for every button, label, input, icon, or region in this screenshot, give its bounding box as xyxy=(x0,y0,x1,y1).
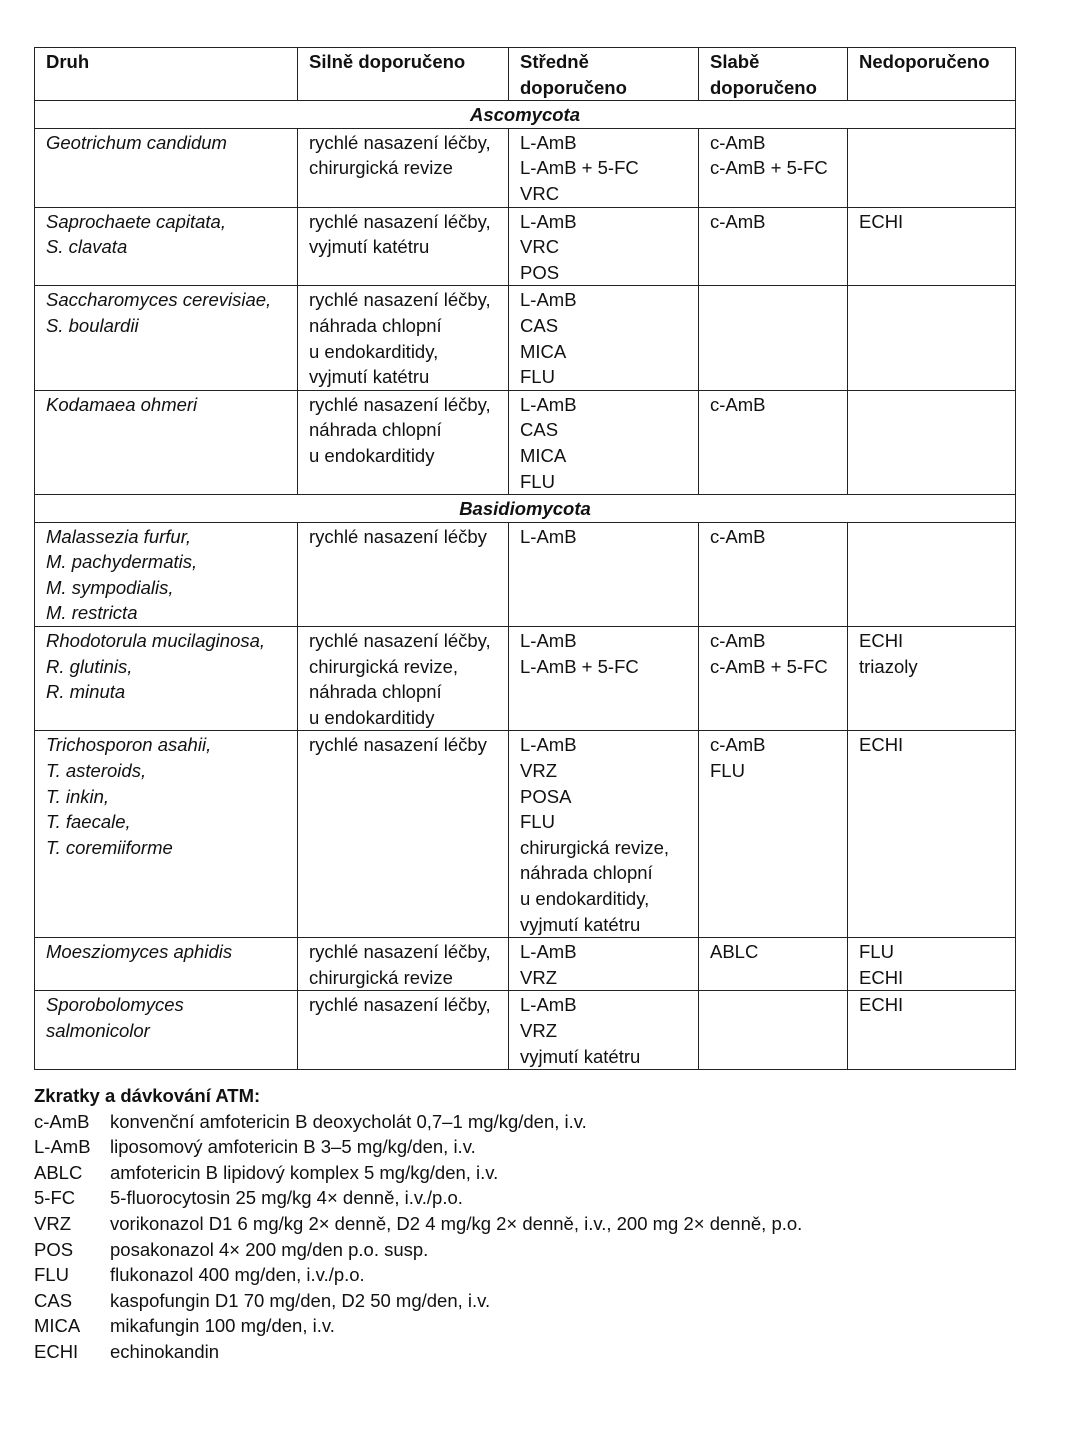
legend-description: amfotericin B lipidový komplex 5 mg/kg/den, i.v. xyxy=(110,1161,499,1183)
moderately-recommended-line: L-AmB + 5-FC xyxy=(520,655,639,677)
column-header-text: Nedoporučeno xyxy=(859,51,990,72)
moderately-recommended-line: chirurgická revize, xyxy=(520,836,670,858)
legend-abbreviation: 5-FC xyxy=(34,1187,76,1209)
species-name-line: T. coremiiforme xyxy=(46,836,173,858)
legend-item xyxy=(34,1288,802,1314)
moderately-recommended-line: VRC xyxy=(520,236,560,258)
species-name-cell xyxy=(35,522,298,626)
weakly-recommended-cell xyxy=(699,731,848,938)
legend-description: echinokandin xyxy=(110,1340,220,1362)
species-name-line: Saccharomyces cerevisiae, xyxy=(46,289,272,311)
legend-abbreviation: c-AmB xyxy=(34,1110,90,1132)
column-header-text: doporučeno xyxy=(710,76,817,98)
species-name-line: S. clavata xyxy=(46,236,128,258)
weakly-recommended-line: ABLC xyxy=(710,941,759,963)
species-name-line: T. faecale, xyxy=(46,811,131,833)
strongly-recommended-line: chirurgická revize xyxy=(309,966,453,988)
strongly-recommended-line: vyjmutí katétru xyxy=(309,236,430,258)
strongly-recommended-line: vyjmutí katétru xyxy=(309,366,430,388)
species-name-line: S. boulardii xyxy=(46,314,139,336)
recommendation-table xyxy=(34,47,1016,1070)
legend-abbreviation: CAS xyxy=(34,1289,73,1311)
group-name: Basidiomycota xyxy=(35,495,1016,523)
species-name-line: Malassezia furfur, xyxy=(46,525,191,547)
not-recommended-line: ECHI xyxy=(859,630,904,652)
not-recommended-cell xyxy=(848,938,1016,991)
column-header xyxy=(848,48,1016,101)
strongly-recommended-cell xyxy=(298,286,509,390)
weakly-recommended-cell xyxy=(699,522,848,626)
strongly-recommended-line: u endokarditidy, xyxy=(309,340,439,362)
species-name-cell xyxy=(35,938,298,991)
strongly-recommended-line: chirurgická revize xyxy=(309,157,453,179)
legend-item xyxy=(34,1313,802,1339)
legend-item xyxy=(34,1134,802,1160)
table-row xyxy=(35,128,1016,207)
species-name-cell xyxy=(35,991,298,1070)
weakly-recommended-line: c-AmB xyxy=(710,630,766,652)
table-header xyxy=(35,48,1016,101)
species-name-line: M. restricta xyxy=(46,602,138,624)
species-name-line: R. minuta xyxy=(46,681,126,703)
moderately-recommended-line: L-AmB xyxy=(520,210,577,232)
moderately-recommended-line: L-AmB xyxy=(520,289,577,311)
legend-item xyxy=(34,1211,802,1237)
legend-item xyxy=(34,1109,802,1135)
weakly-recommended-line: FLU xyxy=(710,760,745,782)
strongly-recommended-cell xyxy=(298,128,509,207)
moderately-recommended-line: L-AmB xyxy=(520,630,577,652)
not-recommended-cell xyxy=(848,390,1016,494)
moderately-recommended-line: vyjmutí katétru xyxy=(520,913,641,935)
group-row xyxy=(35,495,1016,523)
species-name-line: T. asteroids, xyxy=(46,760,147,782)
strongly-recommended-line: rychlé nasazení léčby xyxy=(309,525,487,547)
strongly-recommended-cell xyxy=(298,207,509,286)
strongly-recommended-cell xyxy=(298,522,509,626)
strongly-recommended-line: rychlé nasazení léčby, xyxy=(309,941,491,963)
moderately-recommended-cell xyxy=(509,938,699,991)
moderately-recommended-line: POSA xyxy=(520,785,572,807)
species-name-line: Sporobolomyces xyxy=(46,994,184,1016)
moderately-recommended-line: L-AmB xyxy=(520,941,577,963)
legend-description: konvenční amfotericin B deoxycholát 0,7–1 mg/kg/den, i.v. xyxy=(110,1110,587,1132)
legend-abbreviation: ECHI xyxy=(34,1340,79,1362)
column-header xyxy=(298,48,509,101)
legend-abbreviation: ABLC xyxy=(34,1161,83,1183)
abbreviations-legend xyxy=(34,1083,802,1365)
species-name-cell xyxy=(35,731,298,938)
moderately-recommended-cell xyxy=(509,390,699,494)
species-name-line: Moesziomyces aphidis xyxy=(46,941,233,963)
strongly-recommended-cell xyxy=(298,991,509,1070)
moderately-recommended-line: FLU xyxy=(520,470,555,492)
moderately-recommended-line: FLU xyxy=(520,366,555,388)
species-name-line: Trichosporon asahii, xyxy=(46,734,212,756)
species-name-cell xyxy=(35,627,298,731)
strongly-recommended-cell xyxy=(298,390,509,494)
moderately-recommended-line: MICA xyxy=(520,340,567,362)
strongly-recommended-line: náhrada chlopní xyxy=(309,419,442,441)
legend-description: kaspofungin D1 70 mg/den, D2 50 mg/den, i.v. xyxy=(110,1289,491,1311)
not-recommended-line: ECHI xyxy=(859,966,904,988)
group-name: Ascomycota xyxy=(35,101,1016,129)
legend-abbreviation: POS xyxy=(34,1238,74,1260)
strongly-recommended-line: u endokarditidy xyxy=(309,706,435,728)
strongly-recommended-line: rychlé nasazení léčby, xyxy=(309,630,491,652)
not-recommended-cell xyxy=(848,286,1016,390)
column-header xyxy=(35,48,298,101)
table-body xyxy=(35,101,1016,1070)
weakly-recommended-line: c-AmB xyxy=(710,525,766,547)
moderately-recommended-line: L-AmB + 5-FC xyxy=(520,157,639,179)
column-header xyxy=(509,48,699,101)
species-name-line: R. glutinis, xyxy=(46,655,133,677)
not-recommended-cell xyxy=(848,627,1016,731)
moderately-recommended-cell xyxy=(509,286,699,390)
not-recommended-line: ECHI xyxy=(859,210,904,232)
not-recommended-line: triazoly xyxy=(859,655,918,677)
weakly-recommended-cell xyxy=(699,128,848,207)
strongly-recommended-line: rychlé nasazení léčby, xyxy=(309,994,491,1016)
moderately-recommended-line: FLU xyxy=(520,811,555,833)
weakly-recommended-cell xyxy=(699,938,848,991)
weakly-recommended-line: c-AmB xyxy=(710,210,766,232)
not-recommended-line: ECHI xyxy=(859,734,904,756)
strongly-recommended-line: rychlé nasazení léčby, xyxy=(309,131,491,153)
species-name-line: T. inkin, xyxy=(46,785,110,807)
legend-description: 5-fluorocytosin 25 mg/kg 4× denně, i.v./p.o. xyxy=(110,1187,463,1209)
strongly-recommended-cell xyxy=(298,938,509,991)
header-row xyxy=(35,48,1016,101)
weakly-recommended-cell xyxy=(699,627,848,731)
moderately-recommended-cell xyxy=(509,991,699,1070)
moderately-recommended-line: VRC xyxy=(520,182,560,204)
species-name-line: Kodamaea ohmeri xyxy=(46,393,198,415)
weakly-recommended-line: c-AmB + 5-FC xyxy=(710,157,828,179)
moderately-recommended-cell xyxy=(509,731,699,938)
species-name-cell xyxy=(35,207,298,286)
moderately-recommended-cell xyxy=(509,207,699,286)
weakly-recommended-cell xyxy=(699,991,848,1070)
moderately-recommended-cell xyxy=(509,128,699,207)
table-row xyxy=(35,627,1016,731)
species-name-line: M. sympodialis, xyxy=(46,576,174,598)
not-recommended-cell xyxy=(848,522,1016,626)
legend-item xyxy=(34,1160,802,1186)
legend-item xyxy=(34,1185,802,1211)
strongly-recommended-line: náhrada chlopní xyxy=(309,681,442,703)
moderately-recommended-line: u endokarditidy, xyxy=(520,888,650,909)
weakly-recommended-line: c-AmB + 5-FC xyxy=(710,655,828,677)
column-header-text: Slabě xyxy=(710,51,760,72)
strongly-recommended-cell xyxy=(298,627,509,731)
legend-title: Zkratky a dávkování ATM: xyxy=(34,1085,261,1106)
species-name-cell xyxy=(35,128,298,207)
legend-abbreviation: FLU xyxy=(34,1264,69,1286)
legend-abbreviation: L-AmB xyxy=(34,1136,91,1158)
not-recommended-cell xyxy=(848,991,1016,1070)
moderately-recommended-cell xyxy=(509,627,699,731)
legend-item xyxy=(34,1262,802,1288)
moderately-recommended-line: vyjmutí katétru xyxy=(520,1045,641,1067)
strongly-recommended-line: rychlé nasazení léčby xyxy=(309,734,487,756)
not-recommended-cell xyxy=(848,207,1016,286)
species-name-cell xyxy=(35,286,298,390)
moderately-recommended-line: VRZ xyxy=(520,966,557,988)
legend-item xyxy=(34,1237,802,1263)
legend-description: liposomový amfotericin B 3–5 mg/kg/den, i.v. xyxy=(110,1136,476,1158)
moderately-recommended-line: L-AmB xyxy=(520,393,577,415)
table-row xyxy=(35,938,1016,991)
column-header-text: doporučeno xyxy=(520,76,627,98)
moderately-recommended-line: VRZ xyxy=(520,760,557,782)
table-row xyxy=(35,731,1016,938)
table-row xyxy=(35,390,1016,494)
species-name-line: salmonicolor xyxy=(46,1019,150,1041)
weakly-recommended-line: c-AmB xyxy=(710,393,766,415)
moderately-recommended-line: L-AmB xyxy=(520,994,577,1016)
column-header xyxy=(699,48,848,101)
species-name-line: Saprochaete capitata, xyxy=(46,210,226,232)
strongly-recommended-line: u endokarditidy xyxy=(309,444,435,466)
not-recommended-cell xyxy=(848,731,1016,938)
column-header-text: Středně xyxy=(520,51,589,72)
species-name-cell xyxy=(35,390,298,494)
moderately-recommended-line: CAS xyxy=(520,419,559,441)
species-name-line: Geotrichum candidum xyxy=(46,131,227,153)
species-name-line: Rhodotorula mucilaginosa, xyxy=(46,630,266,652)
table-row xyxy=(35,522,1016,626)
moderately-recommended-line: MICA xyxy=(520,444,567,466)
moderately-recommended-line: CAS xyxy=(520,314,559,336)
table-row xyxy=(35,991,1016,1070)
moderately-recommended-line: VRZ xyxy=(520,1019,557,1041)
moderately-recommended-line: POS xyxy=(520,261,560,283)
table-row xyxy=(35,286,1016,390)
not-recommended-cell xyxy=(848,128,1016,207)
species-name-line: M. pachydermatis, xyxy=(46,551,198,573)
weakly-recommended-cell xyxy=(699,286,848,390)
legend-description: mikafungin 100 mg/den, i.v. xyxy=(110,1315,335,1337)
moderately-recommended-line: L-AmB xyxy=(520,131,577,153)
strongly-recommended-cell xyxy=(298,731,509,938)
group-row xyxy=(35,101,1016,129)
strongly-recommended-line: rychlé nasazení léčby, xyxy=(309,210,491,232)
column-header-text: Silně doporučeno xyxy=(309,51,466,72)
legend-item xyxy=(34,1339,802,1365)
legend-description: vorikonazol D1 6 mg/kg 2× denně, D2 4 mg/kg 2× denně, i.v., 200 mg 2× denně, p.o. xyxy=(110,1212,803,1234)
moderately-recommended-line: náhrada chlopní xyxy=(520,862,653,884)
column-header-text: Druh xyxy=(46,51,90,72)
table-row xyxy=(35,207,1016,286)
weakly-recommended-line: c-AmB xyxy=(710,734,766,756)
weakly-recommended-cell xyxy=(699,207,848,286)
strongly-recommended-line: rychlé nasazení léčby, xyxy=(309,289,491,311)
legend-description: posakonazol 4× 200 mg/den p.o. susp. xyxy=(110,1238,429,1260)
strongly-recommended-line: rychlé nasazení léčby, xyxy=(309,393,491,415)
weakly-recommended-line: c-AmB xyxy=(710,131,766,153)
legend-list xyxy=(34,1109,802,1365)
moderately-recommended-line: L-AmB xyxy=(520,734,577,756)
not-recommended-line: ECHI xyxy=(859,994,904,1016)
legend-description: flukonazol 400 mg/den, i.v./p.o. xyxy=(110,1264,365,1286)
moderately-recommended-line: L-AmB xyxy=(520,525,577,547)
weakly-recommended-cell xyxy=(699,390,848,494)
legend-abbreviation: MICA xyxy=(34,1315,81,1337)
strongly-recommended-line: náhrada chlopní xyxy=(309,314,442,336)
legend-abbreviation: VRZ xyxy=(34,1212,71,1234)
moderately-recommended-cell xyxy=(509,522,699,626)
strongly-recommended-line: chirurgická revize, xyxy=(309,655,459,677)
not-recommended-line: FLU xyxy=(859,941,894,963)
